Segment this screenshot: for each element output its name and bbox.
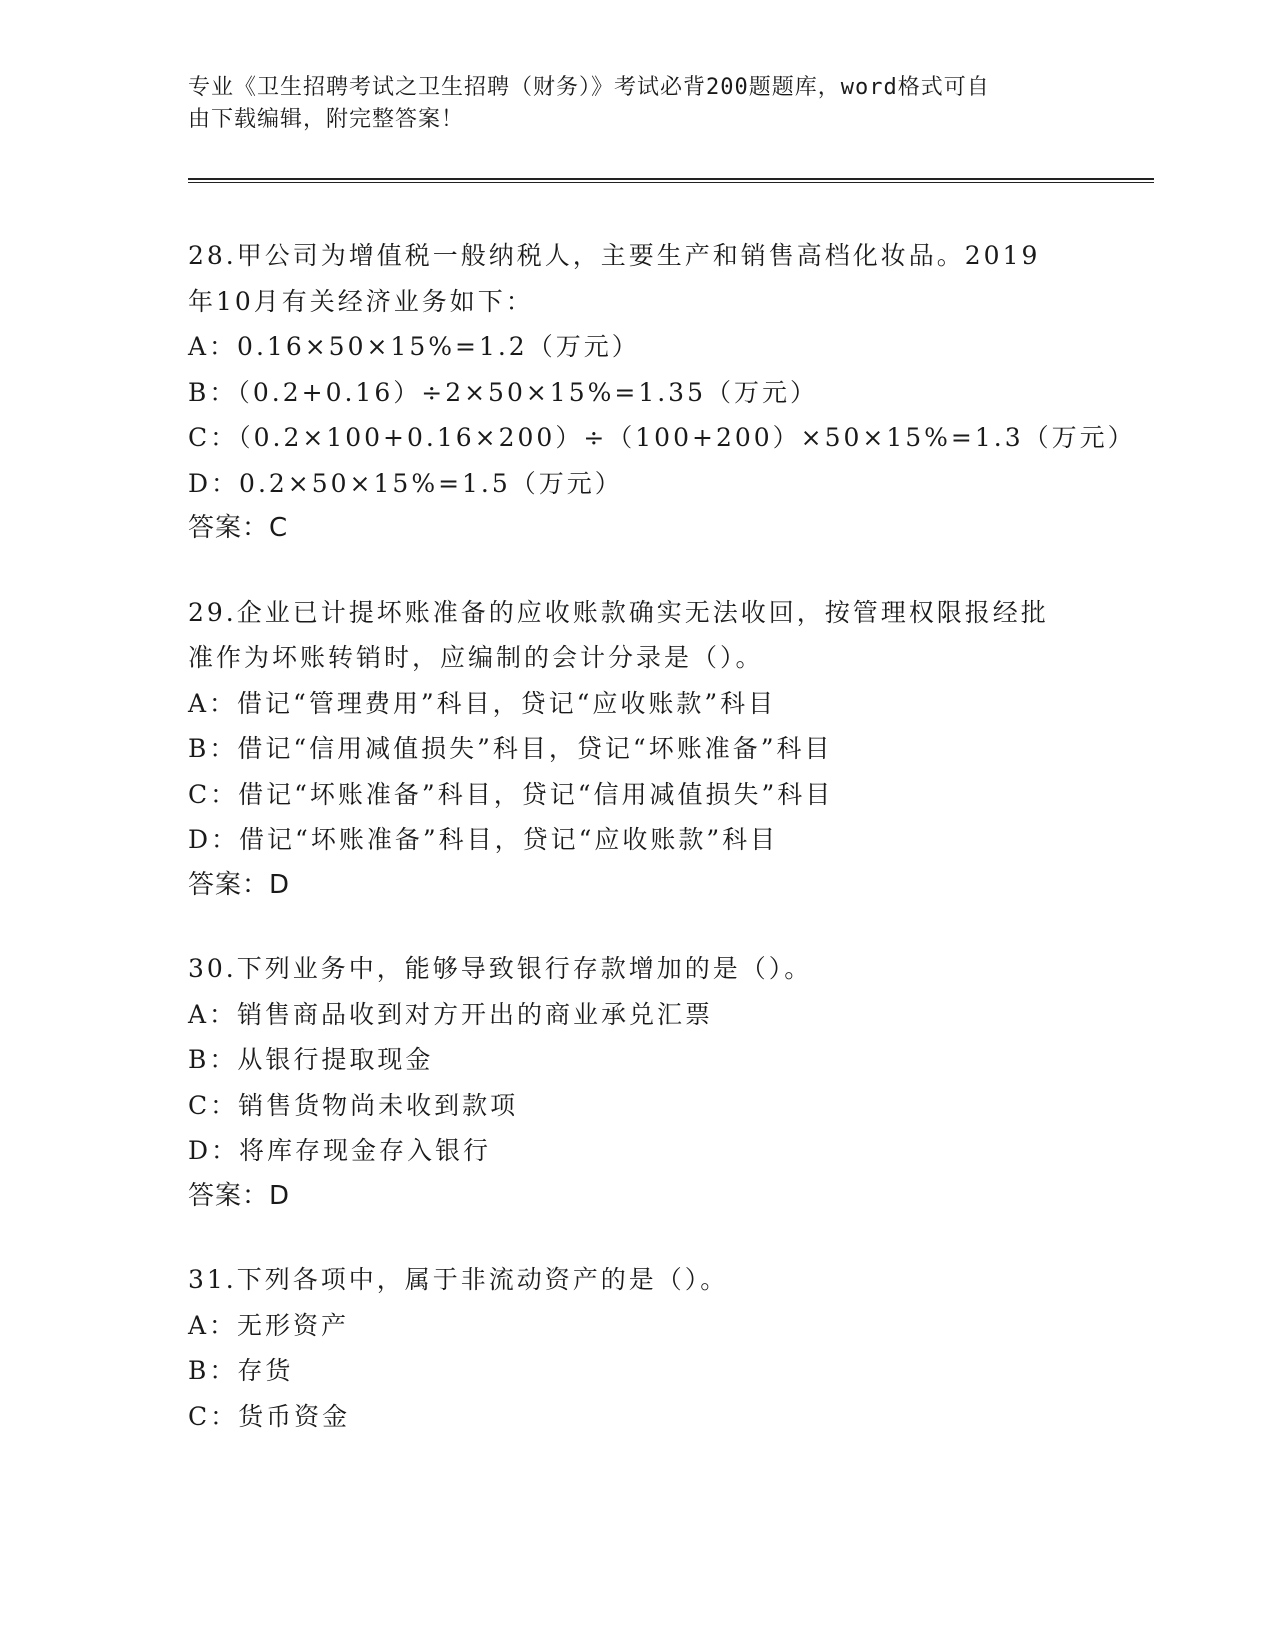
question-stem: 准作为坏账转销时，应编制的会计分录是（）。 (188, 643, 764, 672)
question-stem: 28.甲公司为增值税一般纳税人，主要生产和销售高档化妆品。2019 (188, 241, 1041, 270)
header-line-1: 专业《卫生招聘考试之卫生招聘（财务）》考试必背200题题库，word格式可自 (188, 75, 990, 100)
option-c: C：销售货物尚未收到款项 (188, 1090, 519, 1120)
question-stem: 30.下列业务中，能够导致银行存款增加的是（）。 (188, 954, 813, 983)
option-d: D：0.2×50×15%=1.5（万元） (188, 468, 623, 498)
question-28 (188, 233, 1148, 552)
option-b: B：（0.2+0.16）÷2×50×15%=1.35（万元） (188, 377, 818, 407)
option-a: A：销售商品收到对方开出的商业承兑汇票 (188, 999, 714, 1029)
question-list (188, 233, 1148, 1477)
answer-line: 答案：C (188, 513, 289, 543)
header-line-2: 由下载编辑，附完整答案！ (188, 107, 465, 132)
question-stem: 年10月有关经济业务如下： (188, 286, 534, 316)
option-c: C：借记“坏账准备”科目，贷记“信用减值损失”科目 (188, 779, 834, 809)
option-c: C：货币资金 (188, 1401, 351, 1431)
option-a: A：0.16×50×15%=1.2（万元） (188, 332, 640, 361)
answer-line: 答案：D (188, 1180, 291, 1211)
header-divider (188, 178, 1154, 183)
question-stem: 31.下列各项中，属于非流动资产的是（）。 (188, 1265, 729, 1294)
question-31 (188, 1257, 1148, 1439)
option-d: D：将库存现金存入银行 (188, 1136, 492, 1165)
option-b: B：存货 (188, 1356, 294, 1385)
option-a: A：借记“管理费用”科目，贷记“应收账款”科目 (188, 688, 777, 718)
option-b: B：借记“信用减值损失”科目，贷记“坏账准备”科目 (188, 734, 833, 763)
option-b: B：从银行提取现金 (188, 1045, 434, 1074)
question-29 (188, 590, 1148, 909)
question-stem: 29.企业已计提坏账准备的应收账款确实无法收回，按管理权限报经批 (188, 597, 1049, 627)
answer-line: 答案：D (188, 869, 291, 900)
question-30 (188, 946, 1148, 1219)
option-a: A：无形资产 (188, 1310, 350, 1340)
option-d: D：借记“坏账准备”科目，贷记“应收账款”科目 (188, 825, 779, 854)
option-c: C：（0.2×100+0.16×200）÷（100+200）×50×15%=1.3（万元） (188, 423, 1136, 452)
document-header (188, 72, 1088, 136)
